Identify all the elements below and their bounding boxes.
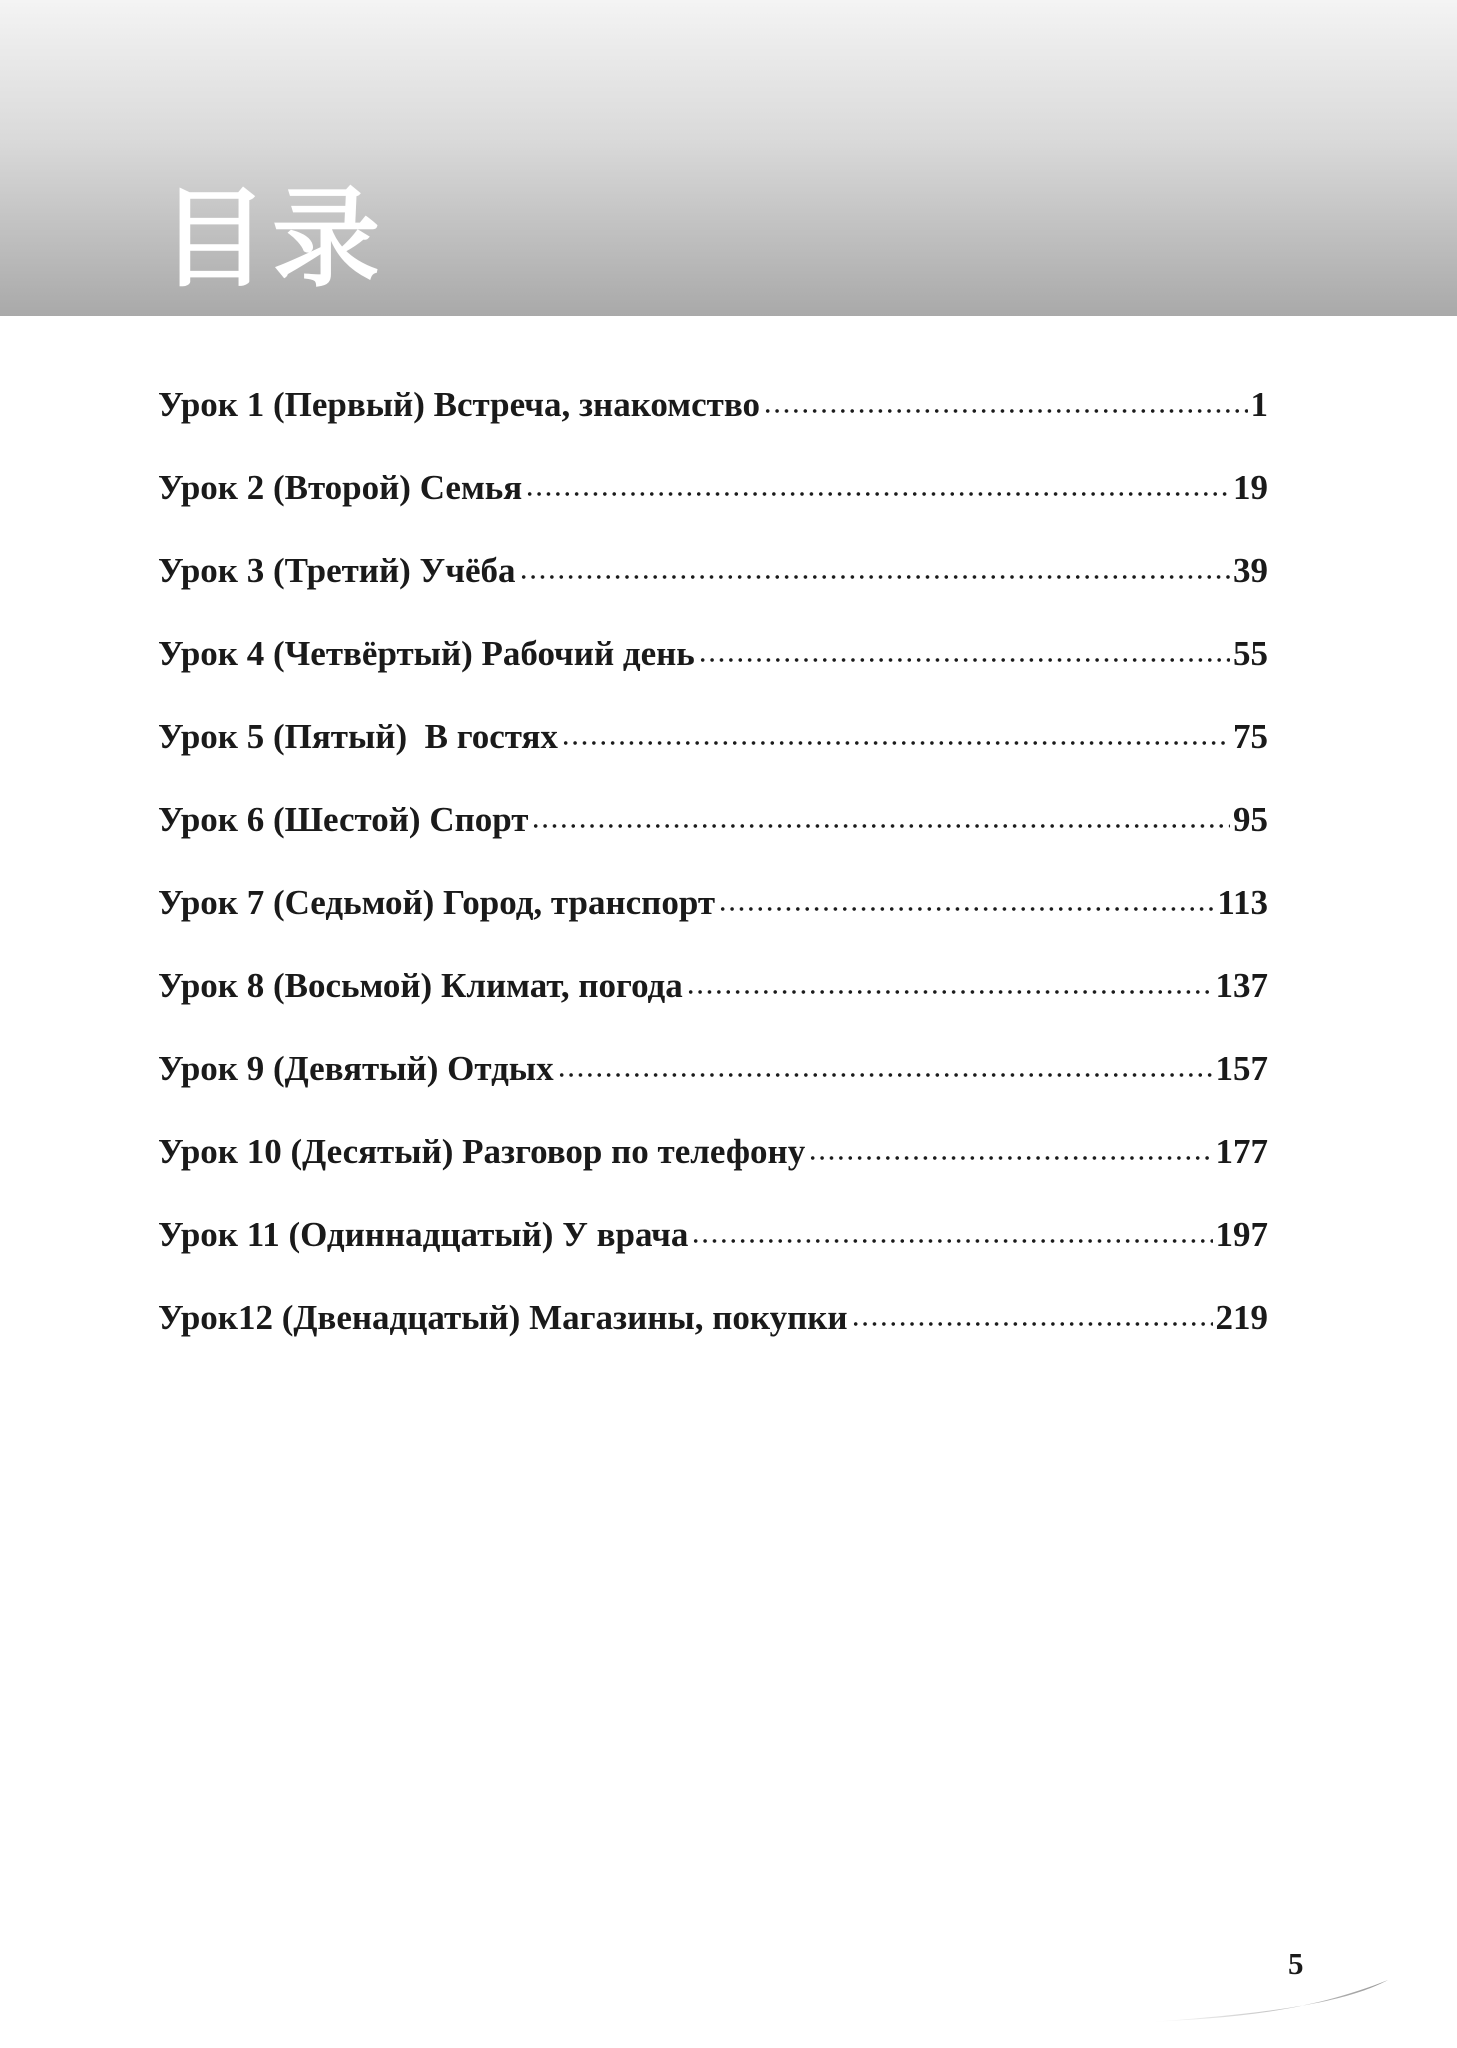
toc-entry-lesson-3[interactable] [158,541,1268,624]
toc-entry-page: 157 [1215,1049,1268,1088]
toc-entry-title: Урок 4 (Четвёртый) Рабочий день [158,634,695,673]
dot-leader [851,1321,1213,1327]
toc-entry-page: 177 [1215,1132,1268,1171]
toc-entry-title: Урок 5 (Пятый) В гостях [158,717,558,756]
toc-entry-page: 113 [1217,883,1268,922]
toc-entry-page: 19 [1233,468,1268,507]
dot-leader [691,1238,1212,1244]
dot-leader [557,1072,1213,1078]
header-band [0,0,1457,316]
toc-entry-lesson-12[interactable] [158,1288,1268,1371]
dot-leader [718,906,1214,912]
toc-entry-lesson-5[interactable] [158,707,1268,790]
toc-entry-title: Урок 9 (Девятый) Отдых [158,1049,554,1088]
toc-entry-lesson-1[interactable] [158,375,1268,458]
toc-entry-page: 219 [1215,1298,1268,1337]
dot-leader [531,823,1230,829]
toc-entry-lesson-8[interactable] [158,956,1268,1039]
toc-entry-title: Урок 1 (Первый) Встреча, знакомство [158,385,760,424]
toc-entry-title: Урок 7 (Седьмой) Город, транспорт [158,883,716,922]
toc-entry-page: 55 [1233,634,1268,673]
toc-entry-lesson-11[interactable] [158,1205,1268,1288]
toc-entry-title: Урок 10 (Десятый) Разговор по телефону [158,1132,806,1171]
toc-entry-lesson-9[interactable] [158,1039,1268,1122]
dot-leader [525,491,1230,497]
table-of-contents [158,375,1268,1371]
toc-entry-page: 137 [1215,966,1268,1005]
toc-entry-page: 39 [1233,551,1268,590]
dot-leader [698,657,1230,663]
toc-entry-title: Урок 2 (Второй) Семья [158,468,523,507]
toc-entry-lesson-4[interactable] [158,624,1268,707]
dot-leader [519,574,1230,580]
dot-leader [763,408,1248,414]
page-number: 5 [1288,1946,1304,1981]
toc-entry-title: Урок 11 (Одиннадцатый) У врача [158,1215,689,1254]
toc-entry-lesson-2[interactable] [158,458,1268,541]
toc-entry-title: Урок 8 (Восьмой) Климат, погода [158,966,683,1005]
toc-entry-title: Урок12 (Двенадцатый) Магазины, покупки [158,1298,848,1337]
toc-entry-title: Урок 3 (Третий) Учёба [158,551,516,590]
dot-leader [808,1155,1212,1161]
toc-entry-title: Урок 6 (Шестой) Спорт [158,800,529,839]
toc-entry-lesson-10[interactable] [158,1122,1268,1205]
page-title: 目录 [160,177,385,302]
dot-leader [561,740,1230,746]
toc-entry-lesson-7[interactable] [158,873,1268,956]
toc-entry-page: 1 [1250,385,1268,424]
toc-entry-page: 75 [1233,717,1268,756]
dot-leader [686,989,1213,995]
decorative-swoosh [1150,1960,1390,2030]
toc-entry-lesson-6[interactable] [158,790,1268,873]
toc-entry-page: 95 [1233,800,1268,839]
toc-entry-page: 197 [1215,1215,1268,1254]
